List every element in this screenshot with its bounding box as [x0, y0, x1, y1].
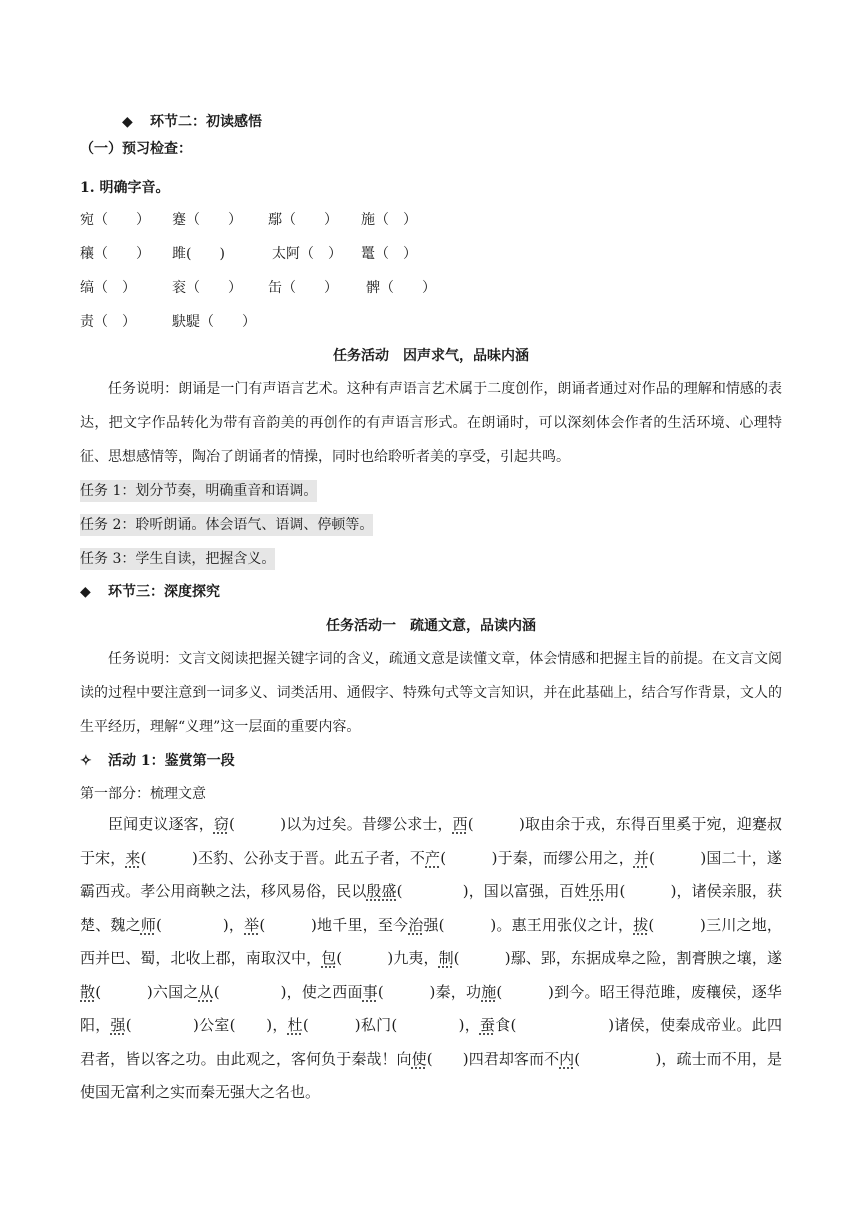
section2-title: 环节二：初读感悟 [150, 114, 262, 130]
passage-keyword: 散 [80, 982, 96, 1001]
task-activity-title: 任务活动 因声求气，品味内涵 [333, 348, 529, 364]
pinyin-cell: 駃騠（ ） [172, 314, 256, 330]
passage-segment: ( )到今。昭王得范雎，废穰侯，逐华阳， [80, 982, 782, 1034]
passage-keyword: 治 [408, 915, 424, 934]
passage-segment: ( )秦，功 [377, 982, 482, 1001]
pinyin-cell: 雎( ) [172, 246, 225, 262]
section3-title: 环节三：深度探究 [108, 584, 220, 600]
task-item [80, 480, 317, 500]
task-item-text: 任务 2：聆听朗诵。体会语气、语调、停顿等。 [80, 514, 373, 536]
diamond-bullet-icon: ◆ [122, 114, 133, 130]
task-item [80, 514, 373, 534]
passage-segment: ( )， [156, 915, 245, 934]
passage-keyword: 举 [244, 915, 260, 934]
passage-segment: ( )，使之西面 [213, 982, 363, 1001]
activity1-description: 任务说明：文言文阅读把握关键字词的含义，疏通文意是读懂文章，体会情感和把握主旨的前提。在文言文阅读的过程中要注意到一词多义、词类活用、通假字、特殊句式等文言知识，并在此基础上，结合写作背景，文人的生平经历，理解“义理”这一层面的重要内容。 [80, 651, 782, 735]
diamond-bullet-icon: ◆ [80, 584, 91, 600]
passage-segment: ( )地千里，至今 [259, 915, 409, 934]
passage-text [80, 808, 782, 1110]
task-activity-description: 任务说明：朗诵是一门有声语言艺术。这种有声语言艺术属于二度创作，朗诵者通过对作品的理解和情感的表达，把文字作品转化为带有音韵美的再创作的有声语言形式。在朗诵时，可以深刻体会作者的生活环境、心理特征、思想感情等，陶冶了朗诵者的情操，同时也给聆听者美的享受，引起共鸣。 [80, 381, 782, 465]
passage-segment: ( )，疏士而不用，是使国无富利之实而秦无强大之名也。 [80, 1049, 782, 1101]
pronunciation-item-heading: 1. 明确字音。 [80, 180, 170, 196]
passage-segment: 臣闻吏议逐客， [108, 815, 214, 833]
passage-keyword: 使 [411, 1049, 427, 1068]
passage-segment: ( )私门( )， [302, 1016, 480, 1034]
star-bullet-icon: ✧ [80, 753, 92, 769]
pinyin-cell: 鄢（ ） [268, 212, 338, 228]
passage-keyword: 殷盛 [366, 882, 397, 900]
pinyin-cell: 宛（ ） [80, 212, 150, 228]
passage-segment: ( )四君却客而不 [426, 1049, 560, 1068]
passage-segment: ( )三川之地，西并巴、蜀，北收上郡，南取汉中， [80, 915, 782, 967]
passage-keyword: 施 [481, 982, 497, 1001]
passage-keyword: 事 [362, 982, 378, 1001]
passage-segment: ( )丕豹、公孙支于晋。此五子者，不 [140, 848, 426, 867]
passage-keyword: 拔 [633, 915, 649, 934]
passage-segment: ( )取由余于戎，东得百里奚于宛，迎蹇叔于宋， [80, 815, 782, 867]
activity1-title: 任务活动一 疏通文意，品读内涵 [326, 618, 536, 634]
passage-keyword: 窃 [213, 815, 229, 833]
sub-activity-title: 活动 1：鉴赏第一段 [108, 753, 235, 769]
passage-segment: 用( )，诸侯亲服，获楚、魏之 [80, 882, 782, 934]
passage-keyword: 内 [559, 1049, 575, 1068]
passage-keyword: 乐 [589, 882, 605, 900]
pinyin-cell: 衮（ ） [172, 280, 242, 296]
pinyin-cell: 穰（ ） [80, 246, 150, 262]
pinyin-cell: 缶（ ） [268, 280, 338, 296]
pinyin-cell: 责（ ） [80, 314, 136, 330]
passage-keyword: 并 [633, 848, 649, 867]
section3-heading [80, 581, 220, 601]
passage-segment: ( )以为过矣。昔缪公求士， [228, 815, 453, 833]
passage-segment: ( )鄢、郢，东据成皋之险，割膏腴之壤，遂 [453, 949, 782, 967]
passage-segment: 强( )。惠王用张仪之计， [423, 915, 634, 934]
passage-keyword: 从 [198, 982, 214, 1001]
passage-keyword: 强 [110, 1016, 126, 1034]
passage-segment: 食( )诸侯，使秦成帝业。此四君者，皆以客之功。由此观之，客何负于秦哉！向 [80, 1016, 782, 1068]
pinyin-cell: 髀（ ） [366, 280, 436, 296]
passage-segment: ( )公室( )， [125, 1016, 288, 1034]
passage-segment: ( )于秦，而缪公用之， [440, 848, 634, 867]
passage-keyword: 包 [321, 949, 337, 967]
pinyin-cell: 施（ ） [361, 212, 417, 228]
passage-keyword: 杜 [287, 1016, 303, 1034]
passage-keyword: 蚕 [479, 1016, 496, 1034]
sub-activity-heading [80, 750, 235, 770]
section2-heading [122, 111, 262, 131]
pinyin-cell: 太阿（ ） [272, 246, 342, 262]
part1-label: 第一部分：梳理文意 [80, 786, 206, 802]
passage-keyword: 西 [452, 815, 468, 833]
passage-segment: ( )国二十，遂霸西戎。孝公用商鞅之法，移风易俗，民以 [80, 848, 782, 900]
preview-check-heading: （一）预习检查： [80, 141, 192, 157]
passage-keyword: 制 [438, 949, 454, 967]
pinyin-cell: 缟（ ） [80, 280, 136, 296]
passage-segment: ( )九夷， [336, 949, 439, 967]
task-item-text: 任务 1：划分节奏，明确重音和语调。 [80, 480, 317, 502]
pinyin-cell: 蹇（ ） [172, 212, 242, 228]
task-item-text: 任务 3：学生自读，把握含义。 [80, 548, 275, 570]
passage-segment: ( )六国之 [95, 982, 199, 1001]
pinyin-cell: 鼍（ ） [361, 246, 417, 262]
task-item [80, 548, 275, 568]
passage-keyword: 产 [425, 848, 441, 867]
passage-keyword: 来 [125, 848, 141, 867]
passage-segment: ( )，国以富强，百姓 [396, 882, 590, 900]
passage-keyword: 师 [140, 915, 157, 934]
